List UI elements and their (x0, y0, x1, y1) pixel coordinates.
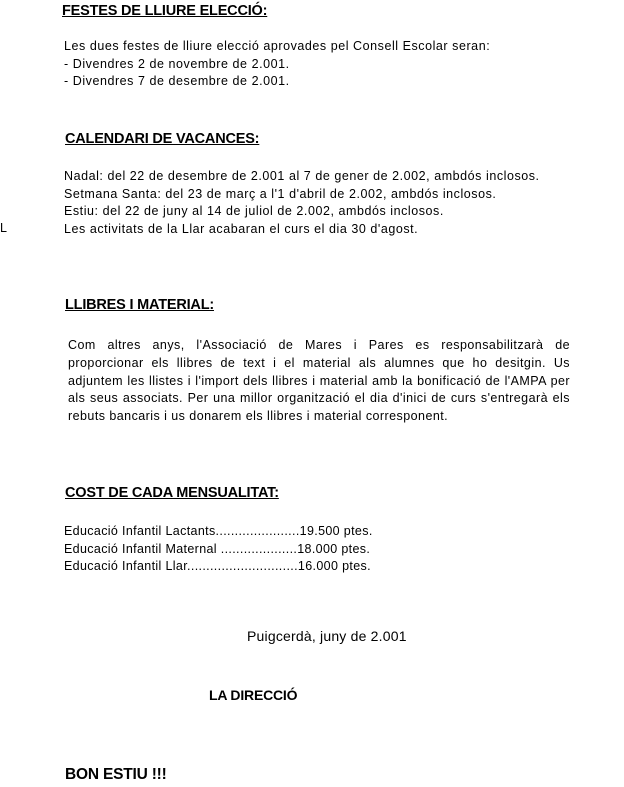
llibres-paragraph: Com altres anys, l'Associació de Mares i Pares es responsabilitzarà de proporcionar els llibres de text i el material als alumnes que ho desitgin. Us adjuntem les llistes i l'import dels llibres i material amb la bonificació de l'AMPA per als seus associats. Per una millor organització el dia d'inici de curs s'entregarà els rebuts bancaris i us donarem els llibres i material corresponent. (68, 338, 570, 424)
place-date: Puigcerdà, juny de 2.001 (247, 628, 407, 644)
margin-mark: L (0, 221, 8, 235)
calendari-line: Setmana Santa: del 23 de març a l'1 d'abril de 2.002, ambdós inclosos. (64, 186, 497, 201)
calendari-heading: CALENDARI DE VACANCES: (65, 131, 260, 147)
cost-list (64, 523, 373, 576)
festes-line: - Divendres 2 de novembre de 2.001. (64, 56, 290, 71)
farewell: BON ESTIU !!! (65, 766, 167, 783)
cost-line: Educació Infantil Lactants......................19.500 ptes. (64, 524, 373, 538)
calendari-line: Les activitats de la Llar acabaran el curs el dia 30 d'agost. (64, 221, 419, 236)
cost-line: Educació Infantil Llar.............................16.000 ptes. (64, 559, 371, 573)
calendari-line: Estiu: del 22 de juny al 14 de juliol de 2.002, ambdós inclosos. (64, 204, 444, 218)
festes-text (64, 38, 490, 91)
festes-line: Les dues festes de lliure elecció aprovades pel Consell Escolar seran: (64, 39, 491, 53)
calendari-text (64, 168, 540, 238)
calendari-line: Nadal: del 22 de desembre de 2.001 al 7 de gener de 2.002, ambdós inclosos. (64, 169, 540, 183)
cost-heading: COST DE CADA MENSUALITAT: (65, 485, 279, 501)
cost-line: Educació Infantil Maternal ....................18.000 ptes. (64, 541, 371, 556)
llibres-heading: LLIBRES I MATERIAL: (65, 297, 214, 313)
festes-line: - Divendres 7 de desembre de 2.001. (64, 74, 290, 88)
signature: LA DIRECCIÓ (209, 687, 298, 703)
festes-heading: FESTES DE LLIURE ELECCIÓ: (62, 3, 268, 19)
